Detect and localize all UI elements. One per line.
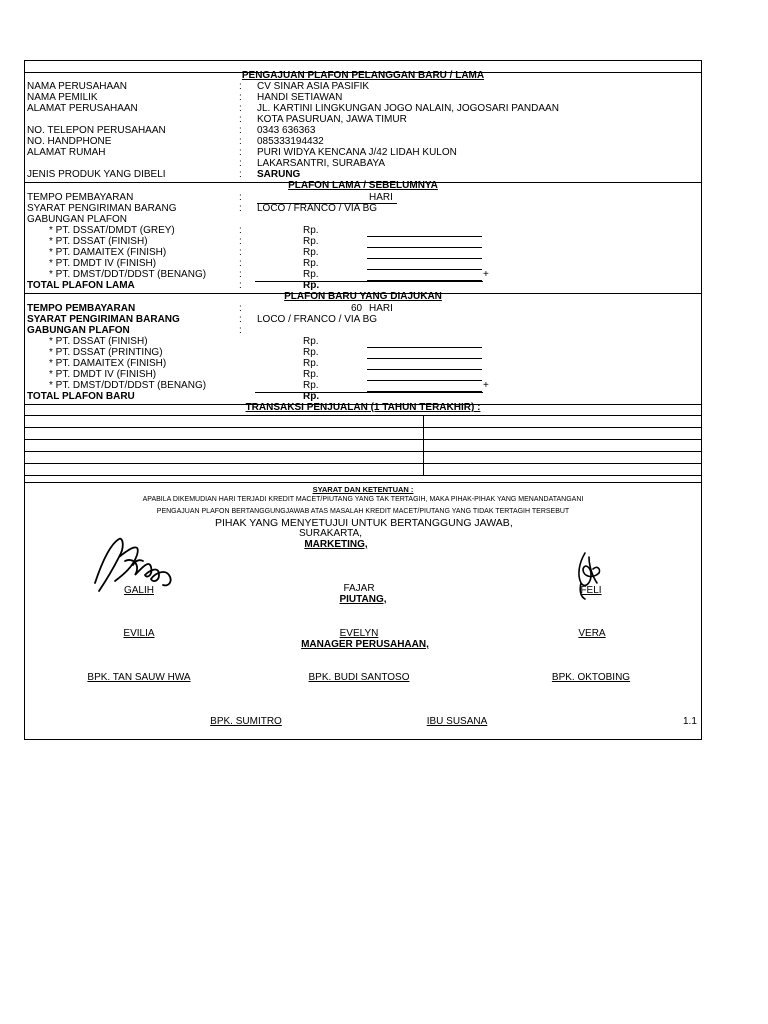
field-value: CV SINAR ASIA PASIFIK [257,81,370,92]
marketing-name: FAJAR [343,583,375,594]
section-rule [25,482,701,483]
plafon-item-row [25,225,701,236]
plafon-baru-title: PLAFON BARU YANG DIAJUKAN [284,291,442,302]
field-colon: : [239,325,242,336]
piutang-name: VERA [578,628,606,639]
tempo-row [25,303,701,314]
gabungan-row [25,214,701,225]
manager-name: BPK. TAN SAUW HWA [87,672,191,683]
plafon-item-label: * PT. DSSAT/DMDT (GREY) [49,225,175,236]
rp-label: Rp. [303,269,319,280]
rp-label: Rp. [303,369,319,380]
field-colon: : [239,314,242,325]
syarat-label: SYARAT PENGIRIMAN BARANG [27,314,180,325]
rp-label: Rp. [303,236,319,247]
field-colon: : [239,136,242,147]
plafon-item-row [25,336,701,347]
plafon-lama-title: PLAFON LAMA / SEBELUMNYA [288,180,438,191]
field-row [25,92,701,103]
rp-label: Rp. [303,247,319,258]
field-colon: : [239,169,242,180]
field-label: ALAMAT RUMAH [27,147,106,158]
rp-label: Rp. [303,391,320,402]
plafon-item-label: * PT. DMDT IV (FINISH) [49,258,157,269]
syarat-label: SYARAT PENGIRIMAN BARANG [27,203,177,214]
field-row [25,136,701,147]
field-value: 0343 636363 [257,125,316,136]
gabungan-row [25,325,701,336]
rp-label: Rp. [303,358,319,369]
manager-title: MANAGER PERUSAHAAN, [301,639,429,650]
field-label: JENIS PRODUK YANG DIBELI [27,169,166,180]
transaksi-column-divider [423,415,424,475]
field-row [25,169,701,180]
syarat-line: PENGAJUAN PLAFON BERTANGGUNGJAWAB ATAS MASALAH KREDIT MACET/PIUTANG YANG TIDAK TERTAGIH TERSEBUT [156,508,570,515]
rp-label: Rp. [303,347,319,358]
field-value: SARUNG [257,169,301,180]
rp-label: Rp. [303,380,319,391]
field-row [25,158,701,169]
field-colon: : [239,158,242,169]
field-colon: : [239,225,242,236]
field-colon: : [239,269,242,280]
tempo-unit: HARI [369,303,393,314]
field-row [25,114,701,125]
field-colon: : [239,280,242,291]
field-colon: : [239,192,242,203]
plafon-item-row [25,236,701,247]
tempo-label: TEMPO PEMBAYARAN [27,192,134,203]
plafon-item-label: * PT. DMST/DDT/DDST (BENANG) [49,269,207,280]
plafon-item-label: * PT. DSSAT (FINISH) [49,336,148,347]
transaksi-grid-line [25,415,701,416]
transaksi-title: TRANSAKSI PENJUALAN (1 TAHUN TERAKHIR) : [245,402,481,413]
marketing-name: GALIH [123,585,154,596]
field-colon: : [239,92,242,103]
syarat-value: LOCO / FRANCO / VIA BG [257,203,378,214]
field-value: KOTA PASURUAN, JAWA TIMUR [257,114,407,125]
field-colon: : [239,247,242,258]
syarat-title: SYARAT DAN KETENTUAN : [312,485,414,494]
field-colon: : [239,258,242,269]
tempo-value: 60 [351,303,363,314]
plafon-item-label: * PT. DAMAITEX (FINISH) [49,358,167,369]
field-value: PURI WIDYA KENCANA J/42 LIDAH KULON [257,147,457,158]
piutang-name: EVILIA [123,628,155,639]
rp-label: Rp. [303,280,320,291]
field-colon: : [239,303,242,314]
field-label: NO. TELEPON PERUSAHAAN [27,125,166,136]
field-row [25,103,701,114]
field-value: 085333194432 [257,136,324,147]
marketing-name: FELI [580,585,602,596]
tempo-row [25,192,701,203]
plafon-item-row [25,258,701,269]
rp-label: Rp. [303,258,319,269]
plafon-item-label: * PT. DSSAT (FINISH) [49,236,148,247]
field-label: NAMA PERUSAHAAN [27,81,128,92]
field-label: NAMA PEMILIK [27,92,98,103]
manager-name: BPK. BUDI SANTOSO [308,672,410,683]
rp-label: Rp. [303,225,319,236]
version-label: 1.1 [683,716,697,727]
total-label: TOTAL PLAFON BARU [27,391,135,402]
field-colon: : [239,147,242,158]
field-label: ALAMAT PERUSAHAAN [27,103,138,114]
plafon-item-label: * PT. DMDT IV (FINISH) [49,369,157,380]
plafon-item-label: * PT. DAMAITEX (FINISH) [49,247,167,258]
total-label: TOTAL PLAFON LAMA [27,280,135,291]
field-colon: : [239,125,242,136]
piutang-title: PIUTANG, [339,594,387,605]
transaksi-grid-line [25,475,701,476]
plus-sign: + [483,380,489,391]
field-row [25,81,701,92]
manager-name: BPK. OKTOBING [551,672,631,683]
field-colon: : [239,236,242,247]
field-value: LAKARSANTRI, SURABAYA [257,158,385,169]
kota-text: SURAKARTA, [299,528,362,539]
plafon-item-label: * PT. DMST/DDT/DDST (BENANG) [49,380,207,391]
field-value: JL. KARTINI LINGKUNGAN JOGO NALAIN, JOGOSARI PANDAAN [257,103,559,114]
plafon-item-row [25,358,701,369]
transaksi-grid-line [25,451,701,452]
marketing-title: MARKETING, [304,539,368,550]
plafon-form [24,60,702,740]
form-title: PENGAJUAN PLAFON PELANGGAN BARU / LAMA [241,70,485,81]
field-colon: : [239,81,242,92]
field-colon: : [239,203,242,214]
transaksi-grid-line [25,439,701,440]
plafon-item-label: * PT. DSSAT (PRINTING) [49,347,163,358]
total-row [25,391,701,402]
gabungan-label: GABUNGAN PLAFON [27,325,130,336]
pihak-text: PIHAK YANG MENYETUJUI UNTUK BERTANGGUNG JAWAB, [215,517,513,529]
plus-sign: + [483,269,489,280]
gabungan-label: GABUNGAN PLAFON [27,214,128,225]
rp-label: Rp. [303,336,319,347]
syarat-value: LOCO / FRANCO / VIA BG [257,314,378,325]
plafon-item-row [25,269,701,280]
field-colon: : [239,114,242,125]
field-colon: : [239,103,242,114]
director-name: IBU SUSANA [426,716,488,727]
transaksi-grid-line [25,427,701,428]
director-name: BPK. SUMITRO [210,716,282,727]
tempo-unit: HARI [369,192,393,203]
syarat-line: APABILA DIKEMUDIAN HARI TERJADI KREDIT MACET/PIUTANG YANG TAK TERTAGIH, MAKA PIHAK-PIHAK YANG MENANDATANGANI [142,496,584,503]
tempo-label: TEMPO PEMBAYARAN [27,303,136,314]
plafon-item-row [25,380,701,391]
field-row [25,147,701,158]
plafon-item-row [25,369,701,380]
transaksi-grid-line [25,463,701,464]
plafon-item-row [25,247,701,258]
syarat-row [25,203,701,214]
syarat-row [25,314,701,325]
field-value: HANDI SETIAWAN [257,92,343,103]
plafon-item-row [25,347,701,358]
field-row [25,125,701,136]
piutang-name: EVELYN [339,628,379,639]
field-label: NO. HANDPHONE [27,136,112,147]
total-row [25,280,701,291]
